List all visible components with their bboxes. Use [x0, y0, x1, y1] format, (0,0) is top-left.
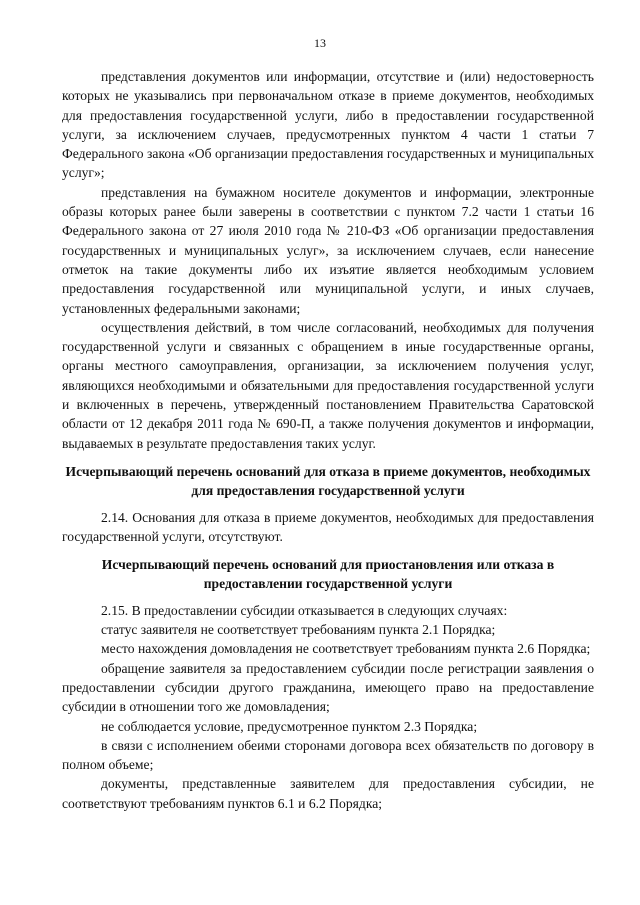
- paragraph: документы, представленные заявителем для предоставления субсидии, не соответствуют требованиям пунктов 6.1 и 6.2 Порядка;: [62, 776, 594, 811]
- paragraph: представления документов или информации, отсутствие и (или) недостоверность которых не указывались при первоначальном отказе в приеме документов, необходимых для предоставления государственной услуги, либо в предоставлении государственной услуги, за исключением случаев, предусмотренных пунктом 4 части 1 статьи 7 Федерального закона «Об организации предоставления государственных и муниципальных услуг»;: [62, 69, 594, 181]
- paragraph: статус заявителя не соответствует требованиям пункта 2.1 Порядка;: [101, 622, 496, 638]
- document-body: [62, 67, 594, 813]
- paragraph: не соблюдается условие, предусмотренное пунктом 2.3 Порядка;: [101, 718, 478, 734]
- paragraph: 2.14. Основания для отказа в приеме документов, необходимых для предоставления государственной услуги, отсутствуют.: [62, 509, 594, 544]
- paragraph: обращение заявителя за предоставлением субсидии после регистрации заявления о предоставлении субсидии другого гражданина, имеющего право на предоставление субсидии в отношении того же домовладения;: [62, 660, 594, 715]
- paragraph: осуществления действий, в том числе согласований, необходимых для получения государственной услуги и связанных с обращением в иные государственные органы, органы местного самоуправления, организации, за исключением получения услуг, являющихся необходимыми и обязательными для предоставления государственной услуги и включенных в перечень, утвержденный постановлением Правительства Саратовской области от 12 декабря 2011 года № 690-П, а также получения документов и информации, выдаваемых в результате предоставления таких услуг.: [62, 319, 594, 451]
- page-number: 13: [314, 36, 326, 50]
- paragraph: место нахождения домовладения не соответствует требованиям пункта 2.6 Порядка;: [101, 641, 591, 657]
- paragraph: 2.15. В предоставлении субсидии отказывается в следующих случаях:: [101, 602, 508, 618]
- section-heading: Исчерпывающий перечень оснований для отказа в приеме документов, необходимых для предоставления государственной услуги: [65, 463, 591, 499]
- section-heading: Исчерпывающий перечень оснований для приостановления или отказа в предоставлении государственной услуги: [101, 557, 555, 592]
- paragraph: в связи с исполнением обеими сторонами договора всех обязательств по договору в полном объеме;: [62, 737, 594, 773]
- paragraph: представления на бумажном носителе документов и информации, электронные образы которых ранее были заверены в соответствии с пунктом 7.2 части 1 статьи 16 Федерального закона от 27 июля 2010 года № 210-ФЗ «Об организации предоставления государственных и муниципальных услуг», за исключением случаев, если нанесение отметок на такие документы либо их изъятие является необходимым условием предоставления государственной или муниципальной услуги, и иных случаев, установленных федеральными законами;: [62, 184, 594, 316]
